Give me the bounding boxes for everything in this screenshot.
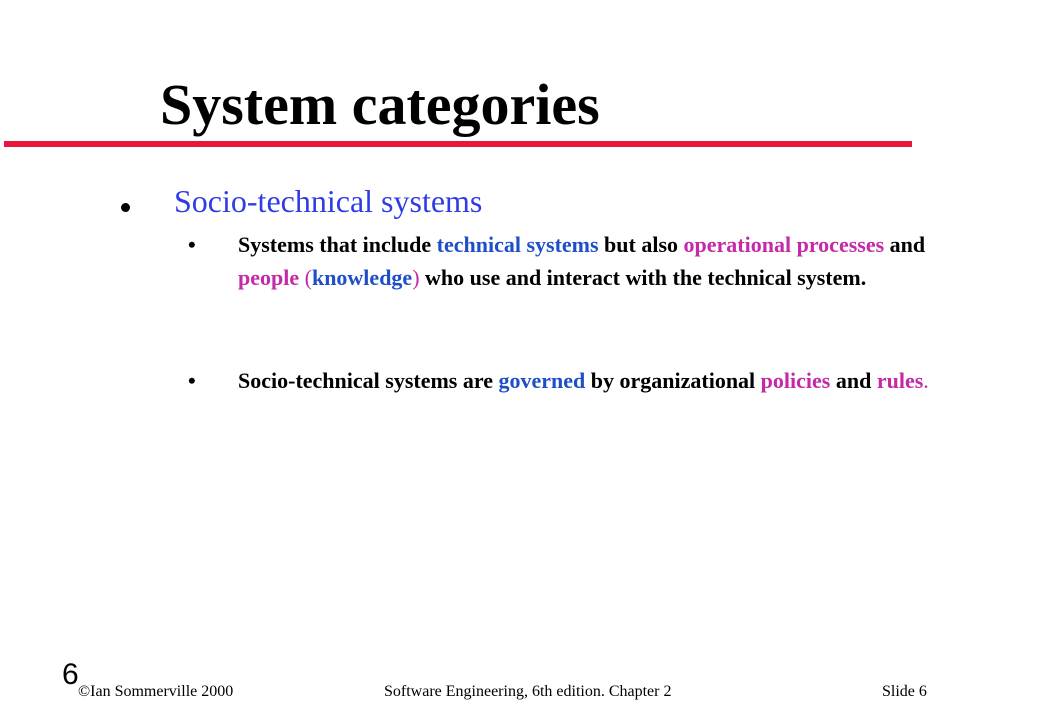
sub-bullet-2	[238, 364, 978, 397]
sub-bullet-1-segment: (	[299, 265, 312, 290]
slide-title: System categories	[160, 72, 600, 137]
footer-slide-label: Slide 6	[882, 683, 927, 700]
page-number: 6	[62, 658, 79, 691]
sub-bullet-1-segment: technical systems	[436, 232, 599, 257]
sub-bullet-1-segment: people	[238, 265, 300, 290]
sub-bullet-2-segment: policies	[760, 368, 831, 393]
sub-bullet-2-segment: rules	[876, 368, 924, 393]
sub-bullet-1-segment: who use and interact with the technical system.	[419, 265, 867, 290]
sub-bullet-dot-1: •	[188, 232, 196, 257]
footer-copyright: ©Ian Sommerville 2000	[78, 683, 234, 700]
sub-bullet-1-segment: )	[412, 265, 420, 290]
sub-bullet-2-segment: .	[923, 368, 929, 393]
sub-bullet-1-segment: Systems that include	[238, 232, 437, 257]
sub-bullet-2-segment: and	[830, 368, 877, 393]
sub-bullet-1-segment: operational processes	[683, 232, 885, 257]
sub-bullet-1-segment: but also	[598, 232, 684, 257]
bullet-heading: Socio-technical systems	[174, 183, 483, 219]
sub-bullet-1-segment: knowledge	[311, 265, 413, 290]
sub-bullet-2-segment: governed	[498, 368, 586, 393]
title-underline	[4, 141, 912, 147]
sub-bullet-1	[238, 228, 978, 294]
footer-book-title: Software Engineering, 6th edition. Chapter 2	[384, 683, 672, 700]
bullet-dot	[121, 203, 130, 212]
sub-bullet-2-segment: Socio-technical systems are	[238, 368, 499, 393]
sub-bullet-2-segment: by organizational	[585, 368, 761, 393]
sub-bullet-dot-2: •	[188, 368, 196, 393]
sub-bullet-1-segment: and	[884, 232, 926, 257]
